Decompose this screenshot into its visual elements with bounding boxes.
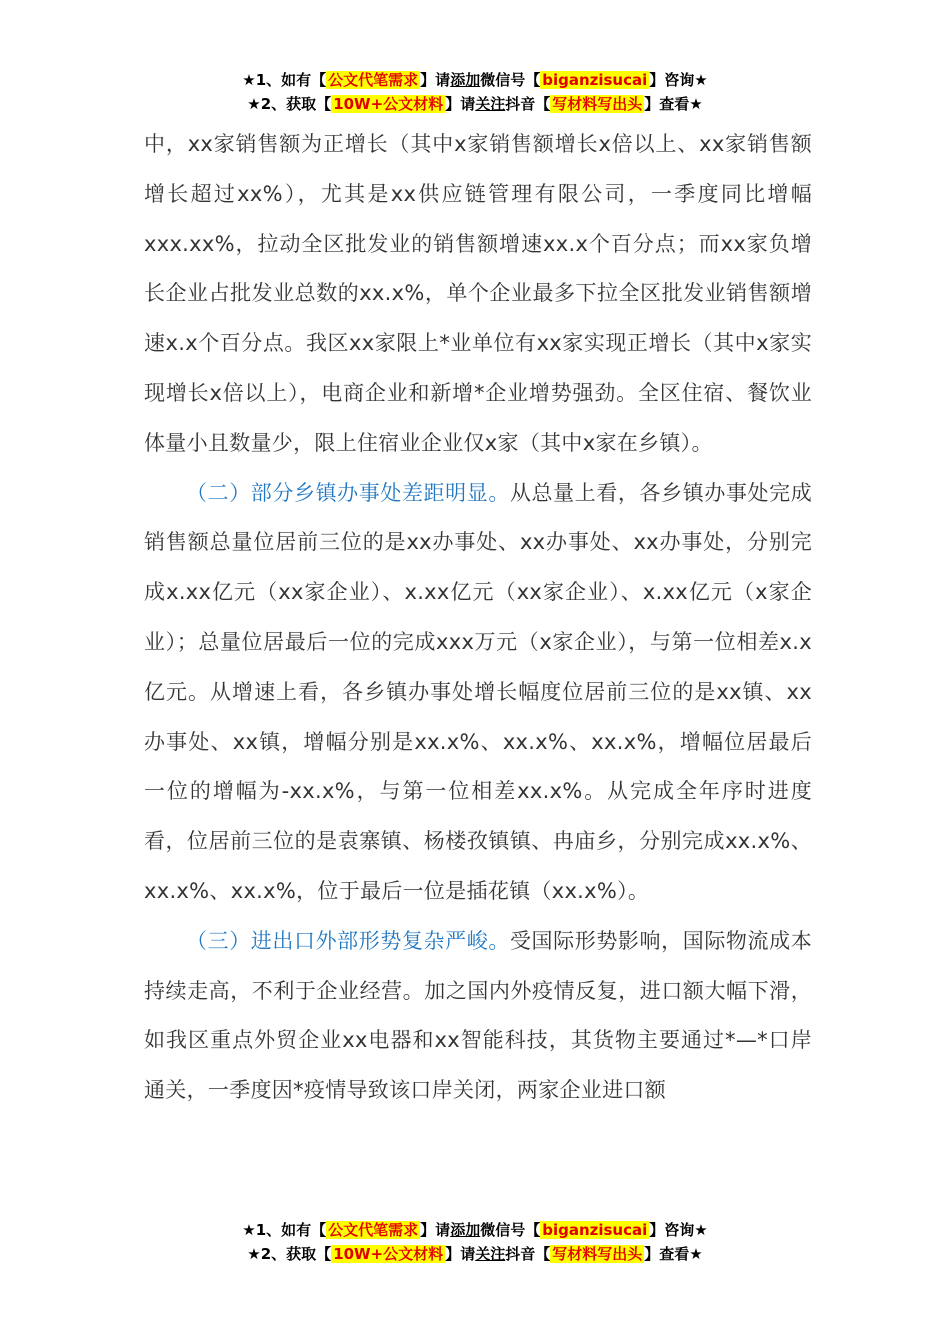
banner-line-1 (0, 68, 950, 92)
banner-underlined-text: 关注 (475, 95, 506, 113)
banner-text: 】查看★ (644, 95, 703, 113)
paragraph-3-body: 受国际形势影响，国际物流成本持续走高，不利于企业经营。加之国内外疫情反复，进口额大幅下滑，如我区重点外贸企业xx电器和xx智能科技，其货物主要通过*—*口岸通关，一季度因*疫情导致该口岸关闭，两家企业进口额 (144, 928, 813, 1103)
header-banner (0, 68, 950, 116)
banner-highlight: 写材料写出头 (552, 1245, 643, 1263)
banner-text: 微信号【 (480, 71, 541, 89)
banner-highlight: 公文代笔需求 (328, 1221, 419, 1239)
banner-text: 】请 (445, 95, 476, 113)
document-body (144, 120, 812, 1116)
banner-text: 】查看★ (644, 1245, 703, 1263)
section-heading-3: （三）进出口外部形势复杂严峻。 (186, 928, 510, 953)
banner-text: 】请 (420, 1221, 451, 1239)
banner-highlight: 写材料写出头 (552, 95, 643, 113)
paragraph-2-body: 从总量上看，各乡镇办事处完成销售额总量位居前三位的是xx办事处、xx办事处、xx办事处，分别完成x.xx亿元（xx家企业）、x.xx亿元（xx家企业）、x.xx亿元（x家企业）；总量位居最后一位的完成xxx万元（x家企业），与第一位相差x.x亿元。从增速上看，各乡镇办事处增长幅度位居前三位的是xx镇、xx办事处、xx镇，增幅分别是xx.x%、xx.x%、xx.x%，增幅位居最后一位的增幅为-xx.x%，与第一位相差xx.x%。从完成全年序时进度看，位居前三位的是袁寨镇、杨楼孜镇镇、冉庙乡，分别完成xx.x%、xx.x%、xx.x%，位于最后一位是插花镇（xx.x%）。 (144, 480, 813, 903)
banner-text: 抖音【 (505, 1245, 551, 1263)
banner-text: ★1、如有【 (242, 71, 327, 89)
banner-highlight: 10W+公文材料 (333, 95, 444, 113)
banner-underlined-text: 添加 (450, 71, 481, 89)
banner-underlined-text: 添加 (450, 1221, 481, 1239)
paragraph-1: 中，xx家销售额为正增长（其中x家销售额增长x倍以上、xx家销售额增长超过xx%），尤其是xx供应链管理有限公司，一季度同比增幅xxx.xx%，拉动全区批发业的销售额增速xx.x个百分点；而xx家负增长企业占批发业总数的xx.x%，单个企业最多下拉全区批发业销售额增速x.x个百分点。我区xx家限上*业单位有xx家实现正增长（其中x家实现增长x倍以上），电商企业和新增*企业增势强劲。全区住宿、餐饮业体量小且数量少，限上住宿业企业仅x家（其中x家在乡镇）。 (144, 132, 812, 455)
paragraph-2 (144, 469, 812, 917)
banner-text: 】请 (420, 71, 451, 89)
banner-text: ★1、如有【 (242, 1221, 327, 1239)
banner-text: 】咨询★ (649, 1221, 708, 1239)
banner-text: 】请 (445, 1245, 476, 1263)
banner-highlight: 公文代笔需求 (328, 71, 419, 89)
banner-line-2 (0, 92, 950, 116)
banner-text: 微信号【 (480, 1221, 541, 1239)
banner-text: ★2、获取【 (247, 95, 332, 113)
banner-text: 抖音【 (505, 95, 551, 113)
banner-underlined-text: 关注 (475, 1245, 506, 1263)
banner-line-2 (0, 1242, 950, 1266)
banner-highlight: biganzisucai (542, 71, 648, 89)
banner-highlight: 10W+公文材料 (333, 1245, 444, 1263)
banner-line-1 (0, 1218, 950, 1242)
banner-highlight: biganzisucai (542, 1221, 648, 1239)
footer-banner (0, 1218, 950, 1266)
banner-text: ★2、获取【 (247, 1245, 332, 1263)
paragraph-3 (144, 917, 812, 1116)
section-heading-2: （二）部分乡镇办事处差距明显。 (186, 480, 510, 505)
banner-text: 】咨询★ (649, 71, 708, 89)
